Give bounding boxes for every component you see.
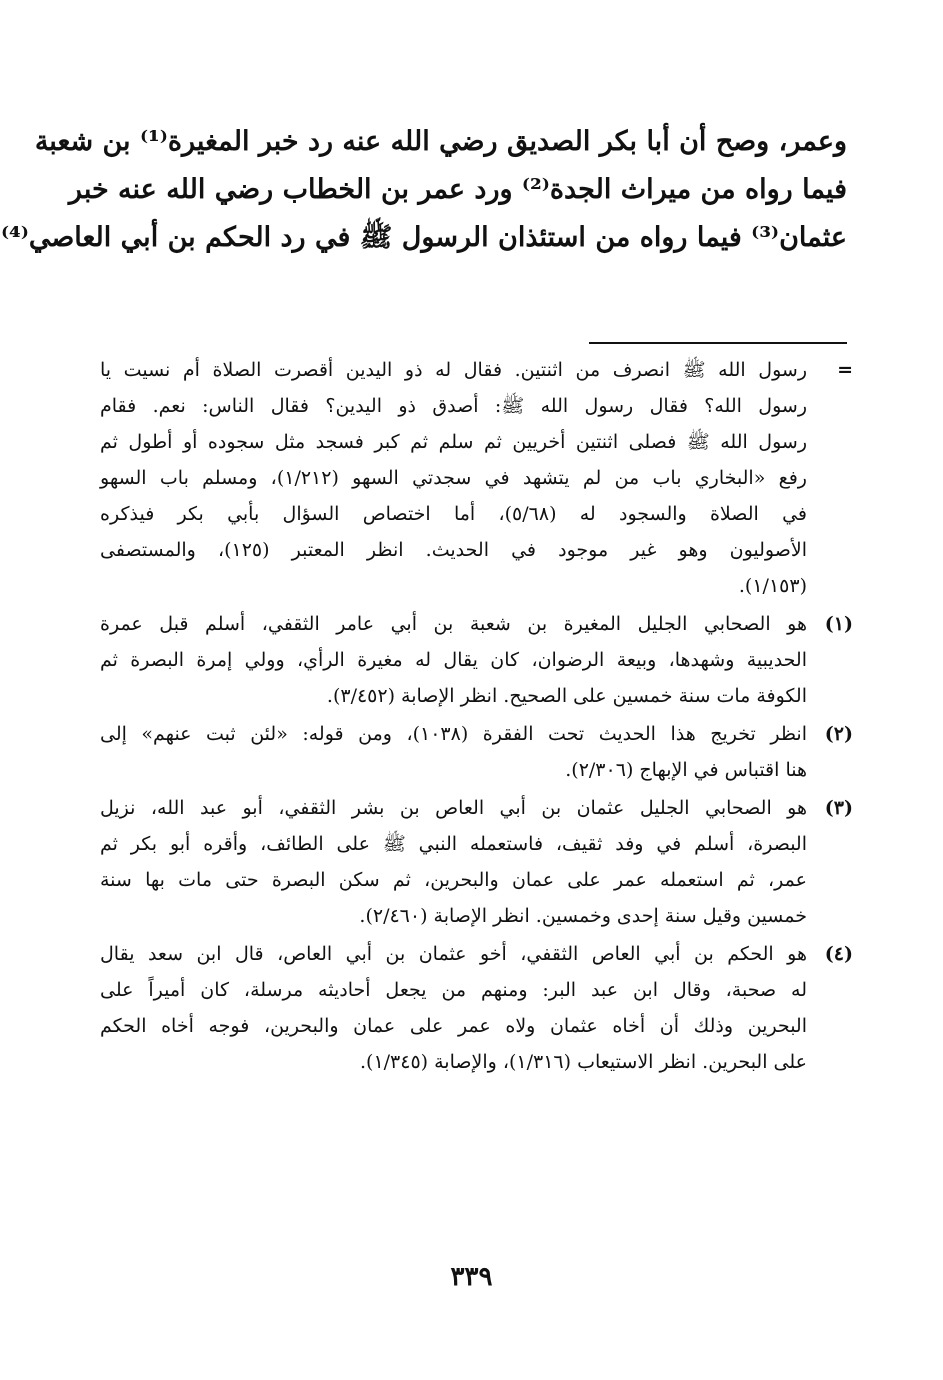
footnote-line: هنا اقتباس في الإبهاج (٢/٣٠٦).: [565, 759, 807, 781]
main-text-line: وعمر، وصح أن أبا بكر الصديق رضي الله عنه رد خبر المغيرة⁽¹⁾ بن شعبة: [34, 126, 847, 157]
footnote-line: هو الحكم بن أبي العاص الثقفي، أخو عثمان بن أبي العاص، قال ابن سعد يقال: [100, 943, 807, 965]
footnote-line: خمسين وقيل سنة إحدى وخمسين. انظر الإصابة (٢/٤٦٠).: [359, 905, 807, 927]
footnote-continued: [100, 352, 853, 604]
footnote-line: على البحرين. انظر الاستيعاب (١/٣١٦)، والإصابة (١/٣٤٥).: [359, 1051, 807, 1073]
footnote-body: [100, 606, 807, 714]
footnote-1: [100, 606, 853, 714]
footnote-line: البحرين وذلك أن أخاه عثمان ولاه عمر على عمان والبحرين، فوجه أخاه الحكم: [100, 1015, 807, 1037]
main-text: [0, 118, 847, 262]
footnote-3: [100, 790, 853, 934]
footnote-marker: (٢): [824, 723, 853, 745]
footnote-line: رسول الله؟ فقال رسول الله ﷺ: أصدق ذو اليدين؟ فقال الناس: نعم. فقام: [100, 395, 807, 417]
footnote-line: رفع «البخاري باب من لم يتشهد في سجدتي السهو (١/٢١٢)، ومسلم باب السهو: [100, 467, 807, 489]
page-number: ٣٣٩: [450, 1262, 493, 1292]
footnote-line: انظر تخريج هذا الحديث تحت الفقرة (١٠٣٨)، ومن قوله: «لئن ثبت عنهم» إلى: [100, 723, 807, 745]
footnote-line: الأصوليون وهو غير موجود في الحديث. انظر المعتبر (١٢٥)، والمستصفى: [100, 539, 807, 561]
footnote-separator: [589, 342, 847, 344]
footnote-line: الحديبية وشهدها، وبيعة الرضوان، كان يقال له مغيرة الرأي، وولي إمرة البصرة ثم: [100, 649, 807, 671]
footnote-line: له صحبة، وقال ابن عبد البر: ومنهم من يجعل أحاديثه مرسلة، كان أميراً على: [100, 979, 807, 1001]
footnote-marker: =: [837, 359, 853, 381]
footnote-marker: (٣): [824, 797, 853, 819]
footnote-2: [100, 716, 853, 788]
footnotes: [100, 352, 853, 1082]
footnote-marker: (٤): [824, 943, 853, 965]
main-text-line: عثمان⁽³⁾ فيما رواه من استئذان الرسول ﷺ في رد الحكم بن أبي العاصي⁽⁴⁾: [0, 222, 847, 253]
footnote-line: رسول الله ﷺ فصلى اثنتين أخريين ثم سلم ثم كبر فسجد مثل سجوده أو أطول ثم: [100, 431, 807, 453]
footnote-body: [100, 790, 807, 934]
footnote-line: رسول الله ﷺ انصرف من اثنتين. فقال له ذو اليدين أقصرت الصلاة أم نسيت يا: [100, 359, 807, 381]
footnote-4: [100, 936, 853, 1080]
footnote-body: [100, 936, 807, 1080]
main-text-line: فيما رواه من ميراث الجدة⁽²⁾ ورد عمر بن الخطاب رضي الله عنه خبر: [68, 174, 847, 205]
footnote-body: [100, 716, 807, 788]
footnote-line: عمر، ثم استعمله عمر على عمان والبحرين، ثم سكن البصرة حتى مات بها سنة: [100, 869, 807, 891]
footnote-body: [100, 352, 807, 604]
footnote-line: هو الصحابي الجليل عثمان بن أبي العاص بن بشر الثقفي، أبو عبد الله، نزيل: [100, 797, 807, 819]
footnote-marker: (١): [824, 613, 853, 635]
footnote-line: الكوفة مات سنة خمسين على الصحيح. انظر الإصابة (٣/٤٥٢).: [326, 685, 807, 707]
footnote-line: هو الصحابي الجليل المغيرة بن شعبة بن أبي عامر الثقفي، أسلم قبل عمرة: [100, 613, 807, 635]
footnote-line: في الصلاة والسجود له (٥/٦٨)، أما اختصاص السؤال بأبي بكر فيذكره: [100, 503, 807, 525]
footnote-line: (١/١٥٣).: [738, 575, 807, 597]
footnote-line: البصرة، أسلم في وفد ثقيف، فاستعمله النبي ﷺ على الطائف، وأقره أبو بكر ثم: [100, 833, 807, 855]
